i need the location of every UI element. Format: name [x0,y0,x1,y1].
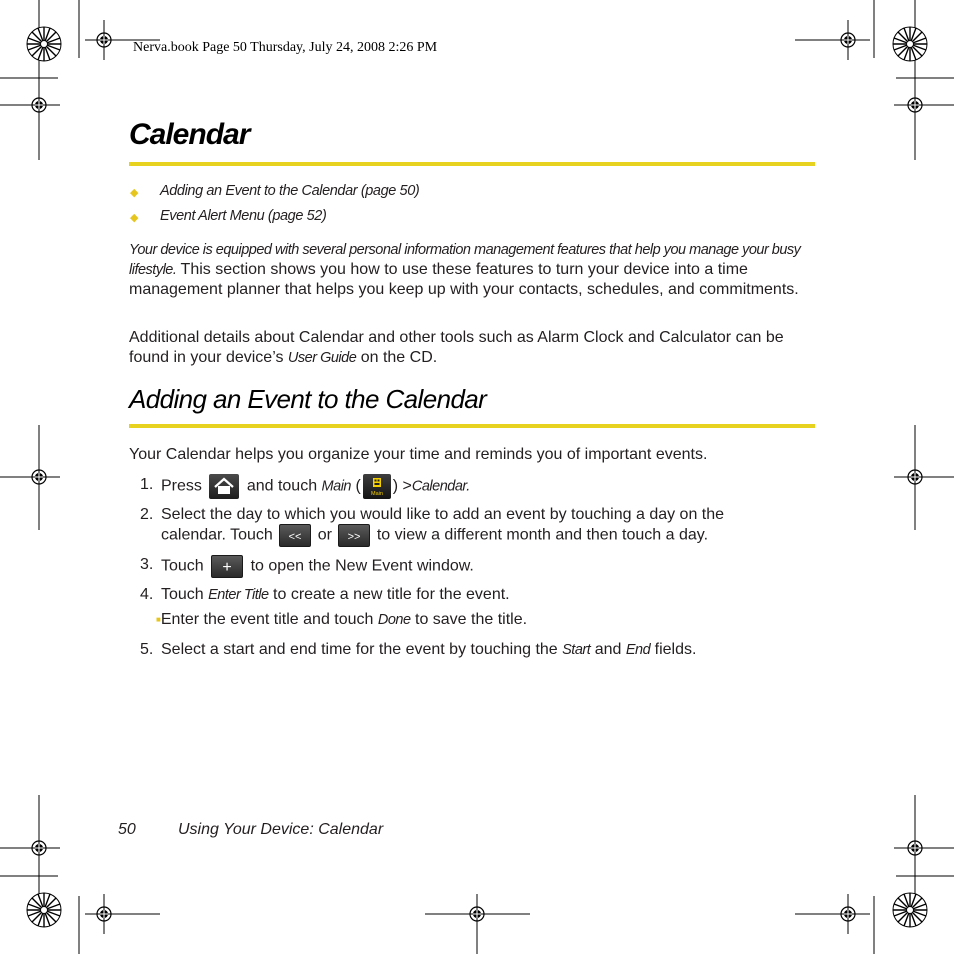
step-text: Touch [161,586,209,603]
section-heading: Adding an Event to the Calendar [129,384,487,414]
step-text: or [317,526,332,544]
toc-item-label: Adding an Event to the Calendar (page 50) [160,183,420,199]
step-text: to create a new title for the event. [268,586,510,603]
svg-text:Main: Main [370,491,383,497]
intro-italic: Your device is equipped with several personal information management features that help you manage your busy lifestyle. [129,242,801,278]
add-event-button[interactable] [211,555,243,578]
toc-item[interactable] [130,183,820,208]
step-text: to view a different month and then touch a day. [376,526,709,544]
step-text: and touch [246,477,318,495]
main-button[interactable] [363,474,391,499]
step-body [161,555,474,578]
step-text: Touch [161,557,204,575]
running-title: Using Your Device: Calendar [178,821,384,838]
intro-rest: This section shows you how to use these features to turn your device into a time management planner that helps you keep up with your contacts, schedules, and commitments. [129,261,799,298]
step-text: Select a start and end time for the event by touching the [161,641,563,658]
svg-text:+: + [222,559,232,576]
page-number: 50 [118,821,136,838]
home-icon [209,474,239,499]
section-rule [129,424,815,428]
done-label: Done [377,612,411,629]
diamond-bullet-icon: ◆ [130,212,139,224]
additional-paragraph [129,328,819,368]
previous-month-button[interactable] [279,524,311,547]
toc-item[interactable] [130,208,820,233]
substep-body [156,610,527,630]
main-icon [363,474,391,499]
step-body-line-1: Select the day to which you would like to add an event by touching a day on the [161,506,725,523]
step-number: 5. [140,641,154,658]
step-text: to open the New Event window. [250,557,474,575]
step-text: ( [355,477,361,495]
square-bullet-icon: ■ [156,615,161,624]
end-label: End [625,642,651,658]
svg-text:>>: >> [347,531,361,543]
svg-text:<<: << [288,531,302,543]
step-text: and [590,641,626,658]
step-number: 3. [140,556,154,573]
diamond-bullet-icon: ◆ [130,187,139,199]
fast-forward-icon [339,525,369,546]
step-number: 1. [140,476,154,493]
intro-paragraph [129,240,819,300]
step-body [161,474,470,499]
section-intro: Your Calendar helps you organize your time and reminds you of important events. [129,446,708,463]
step-text: > [402,477,412,495]
step-number: 4. [140,586,154,603]
calendar-label: Calendar. [411,478,470,495]
title-rule [129,162,815,166]
book-header-line: Nerva.book Page 50 Thursday, July 24, 2008 2:26 PM [133,40,438,55]
home-button[interactable] [209,474,239,499]
section-toc [130,183,820,233]
toc-item-label: Event Alert Menu (page 52) [160,208,327,224]
step-text: ) [392,477,399,495]
step-body [161,585,510,605]
step-text: Press [161,477,202,495]
additional-text: Additional details about Calendar and other tools such as Alarm Clock and Calculator can be found in your device’s [129,329,784,366]
enter-title-label: Enter Title [208,587,269,603]
main-label: Main [321,478,351,495]
step-text: fields. [650,641,697,658]
step-body [161,640,696,660]
rewind-icon [280,525,310,546]
step-text: Enter the event title and touch [160,611,378,629]
plus-icon [212,556,242,577]
additional-text-end: on the CD. [356,349,438,366]
step-number: 2. [140,506,154,523]
start-label: Start [562,642,591,658]
user-guide-ref: User Guide [287,350,357,366]
step-text: calendar. Touch [161,526,273,544]
step-body-line-2 [161,524,708,547]
page-title: Calendar [129,118,250,151]
step-text: to save the title. [410,611,528,629]
next-month-button[interactable] [338,524,370,547]
